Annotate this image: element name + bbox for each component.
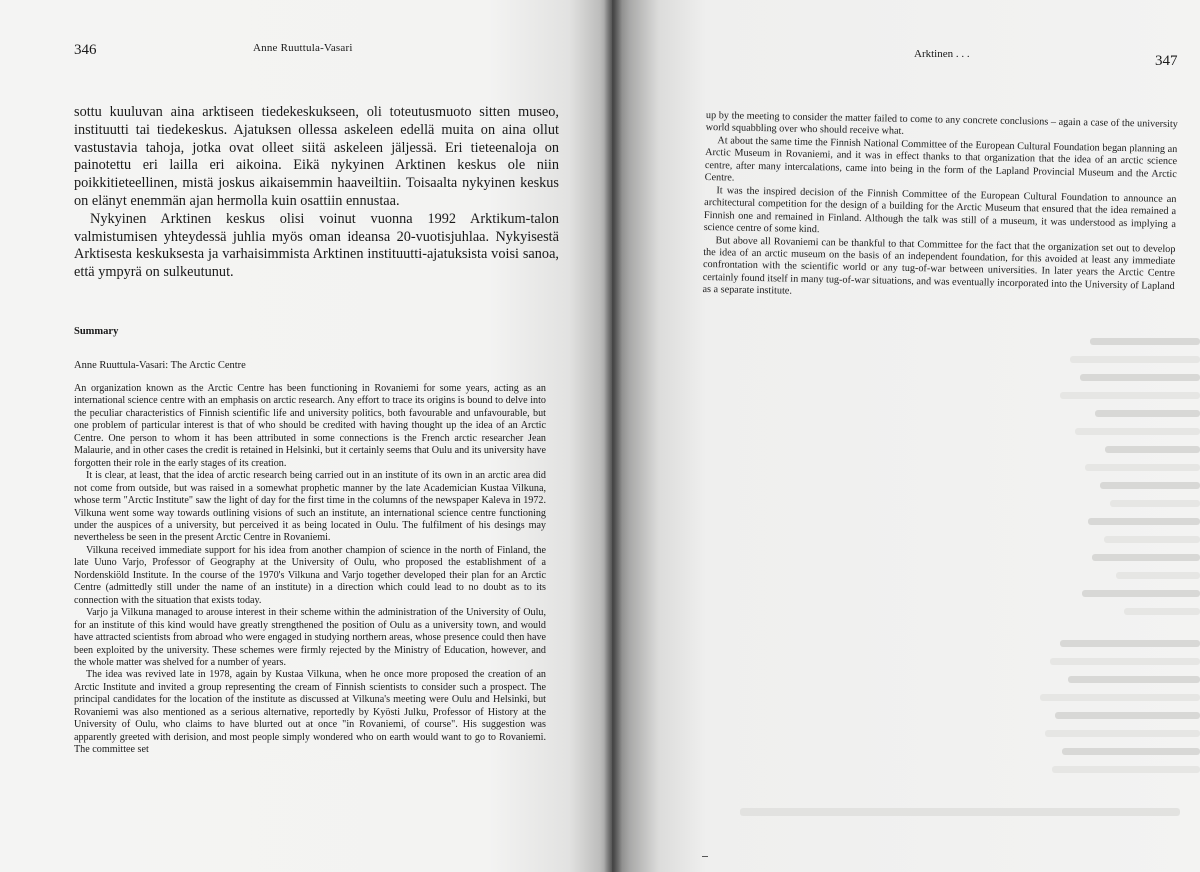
english-paragraph: At about the same time the Finnish National Committee of the European Cultural Foundation began planning an Arctic Museum in Rovaniemi, and it was in effect thanks to that organization that the idea of an arctic science centre, after many intercalations, came into being in the form of the Lapland Provincial Museum and the Arctic Centre. [704,135,1178,184]
book-gutter [604,0,622,872]
right-page [612,0,1200,872]
show-through-text [1030,330,1200,850]
summary-paragraph: The idea was revived late in 1978, again by Kustaa Vilkuna, when he once more proposed the creation of an Arctic Institute and invited a group representing the cream of Finnish scientists to consider such a prospect. The principal candidates for the location of the institute as discussed at Vilkuna's meeting were Oulu and Helsinki, but Rovaniemi was also mentioned as a serious alternative, reportedly by Kyösti Julku, Professor of History at the University of Oulu, who claims to have blurted out at once "in Rovaniemi, of course". His suggestion was apparently greeted with derision, and most people simply wondered who on earth would want to go to Rovaniemi. The committee set [74,669,546,756]
running-head-right: Arktinen . . . [914,48,970,60]
summary-paragraph: It is clear, at least, that the idea of arctic research being carried out in an institute of its own in an arctic area did not come from outside, but was raised in a somewhat prophetic manner by the late Academician Kustaa Vilkuna, whose term "Arctic Institute" saw the light of day for the first time in the columns of the newspaper Kaleva in 1972. Vilkuna went some way towards outlining visions of such an institute, an international science centre functioning under the auspices of a university, but perceived it as being located in Oulu. The fulfilment of his desings may nevertheless be seen in the present Arctic Centre in Rovaniemi. [74,470,546,544]
summary-paragraph: An organization known as the Arctic Centre has been functioning in Rovaniemi for some years, acting as an international science centre with an emphasis on arctic research. Any effort to trace its origins is bound to delve into the peculiar characteristics of Finnish scientific life and university politics, both favourable and unfavourable, but one problem of particular interest is that of who should be credited with having thought up the idea of an Arctic Centre. One person to whom it has been attributed in some connections is the French arctic researcher Jean Malaurie, and in other cases the credit is retained in Helsinki, but it certainly seems that Oulu and its university have forgotten their role in the early stages of its creation. [74,383,546,469]
page-number-left: 346 [74,42,97,58]
english-text-block [702,110,1177,306]
summary-text-block [74,383,546,757]
page-number-right: 347 [1155,53,1178,69]
finnish-text-block [74,104,559,282]
page-mark [702,856,708,857]
summary-paragraph: Varjo ja Vilkuna managed to arouse interest in their scheme within the administration of the University of Oulu, for an institute of this kind would have greatly strengthened the position of Oulu as a university town, and would have attracted scientists from abroad who were engaged in studying northern areas, whose presence could then have been exploited by the university. These schemes were firmly rejected by the Ministry of Education, however, and the whole matter was shelved for a number of years. [74,607,546,668]
summary-paragraph: Vilkuna received immediate support for his idea from another champion of science in the north of Finland, the late Uuno Varjo, Professor of Geography at the University of Oulu, who proposed the establishment of a Nordenskiöld Institute. In the course of the 1970's Vilkuna and Varjo together developed their plan for an Arctic Centre (admittedly still under the name of an institute) in a direction which could lead to no doubt as to its connection with the situation that exists today. [74,544,546,606]
english-paragraph: It was the inspired decision of the Finnish Committee of the European Cultural Foundation to announce an architectural competition for the design of a building for the Arctic Museum that ensured that the idea remained a Finnish one and remained in Finland. Although the talk was still of a museum, it was understood as implying a science centre of some kind. [703,184,1177,236]
finnish-paragraph: sottu kuuluvan aina arktiseen tiedekeskukseen, oli toteutusmuoto sitten museo, instituutti tai tiedekeskus. Ajatuksen ollessa askeleen edellä muita on aina ollut vastustavia tahoja, jotka ovat olleet siitä askeleen jäljessä. Eri tieteenaloja on painotettu eri lailla eri aikoina. Eikä nykyinen Arktinen keskus ole niin poikkitieteellinen, mistä joskus aikaisemmin haaveiltiin. Toisaalta nykyinen keskus on elänyt enemmän ajan hermolla kuin osattiin ennustaa. [74,104,559,209]
running-head-left: Anne Ruuttula-Vasari [253,42,353,54]
english-paragraph: But above all Rovaniemi can be thankful to that Committee for the fact that the organization set out to develop the idea of an arctic museum on the basis of an independent foundation, for this avoided at least any immediate confrontation with the scientific world or any tug-of-war between universities. In later years the Arctic Centre certainly found itself in many tug-of-war situations, and was eventually incorporated into the University of Lapland as a separate institute. [702,234,1176,298]
english-paragraph: up by the meeting to consider the matter failed to come to any concrete conclusions – again a case of the university world squabbling over who should receive what. [705,110,1178,138]
summary-heading: Summary [74,326,119,337]
finnish-paragraph: Nykyinen Arktinen keskus olisi voinut vuonna 1992 Arktikum-talon valmistumisen yhteydessä juhlia myös oman ideansa 20-vuotisjuhlaa. Nykyisestä Arktisesta keskuksesta ja varhaisimmista Arktinen instituutti-ajatuksista voisi sanoa, että ympyrä on sulkeutunut. [74,210,559,281]
show-through-footnote [740,808,1180,816]
summary-subtitle: Anne Ruuttula-Vasari: The Arctic Centre [74,360,246,371]
